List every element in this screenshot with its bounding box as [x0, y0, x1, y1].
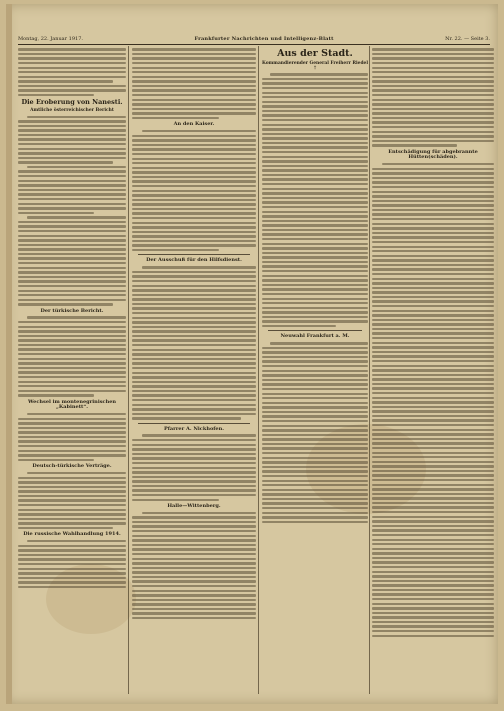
headline: Neuwahl Frankfurt a. M.	[280, 333, 350, 340]
divider	[138, 254, 250, 255]
divider	[138, 423, 250, 424]
column-2	[132, 46, 256, 696]
page-header	[18, 34, 490, 45]
column-rule	[369, 46, 370, 694]
text-block	[132, 512, 256, 620]
headline: Wechsel im montenegrinischen „Kabinett“.	[27, 398, 117, 411]
header-page-number: Nr. 22. — Seite 3.	[445, 35, 490, 42]
headline: Entschädigung für abgebrannte Hütten(schäden).	[388, 148, 478, 161]
headline: Die Eroberung von Nanesti.	[21, 98, 123, 107]
text-block	[18, 316, 126, 396]
subheadline: Amtliche österreichischer Bericht	[30, 108, 114, 114]
headline: Halle—Wittenberg.	[167, 502, 221, 509]
column-4	[372, 46, 494, 696]
header-masthead: Frankfurter Nachrichten und Intelligenz-Blatt	[194, 35, 334, 42]
text-block	[262, 73, 368, 327]
headline: Die russische Wahlhandlung 1914.	[23, 531, 121, 538]
headline: Deutsch-türkische Verträge.	[32, 463, 112, 470]
subheadline: Kommandierender General Freiherr Riedel †	[262, 61, 368, 71]
text-block	[18, 472, 126, 529]
column-rule	[258, 46, 259, 694]
headline: An den Kaiser.	[173, 121, 215, 128]
text-block	[372, 163, 494, 637]
column-3	[262, 46, 368, 696]
column-rule	[128, 46, 129, 694]
text-block	[132, 48, 256, 119]
column-1	[18, 46, 126, 696]
newspaper-page	[6, 4, 498, 704]
text-block	[132, 266, 256, 419]
text-block	[18, 540, 126, 588]
text-block	[18, 116, 126, 306]
text-block	[18, 413, 126, 461]
text-block	[262, 342, 368, 523]
text-block	[18, 48, 126, 96]
divider	[268, 330, 362, 331]
text-block	[132, 130, 256, 251]
text-block	[132, 434, 256, 500]
header-date: Montag, 22. Januar 1917.	[18, 35, 83, 42]
text-block	[372, 48, 494, 147]
headline: Der Ausschuß für den Hilfsdienst.	[146, 257, 242, 264]
headline: Pfarrer A. Nickhofen.	[164, 425, 224, 432]
page-edge	[6, 4, 12, 704]
headline: Aus der Stadt.	[277, 48, 353, 59]
headline: Der türkische Bericht.	[40, 307, 104, 314]
